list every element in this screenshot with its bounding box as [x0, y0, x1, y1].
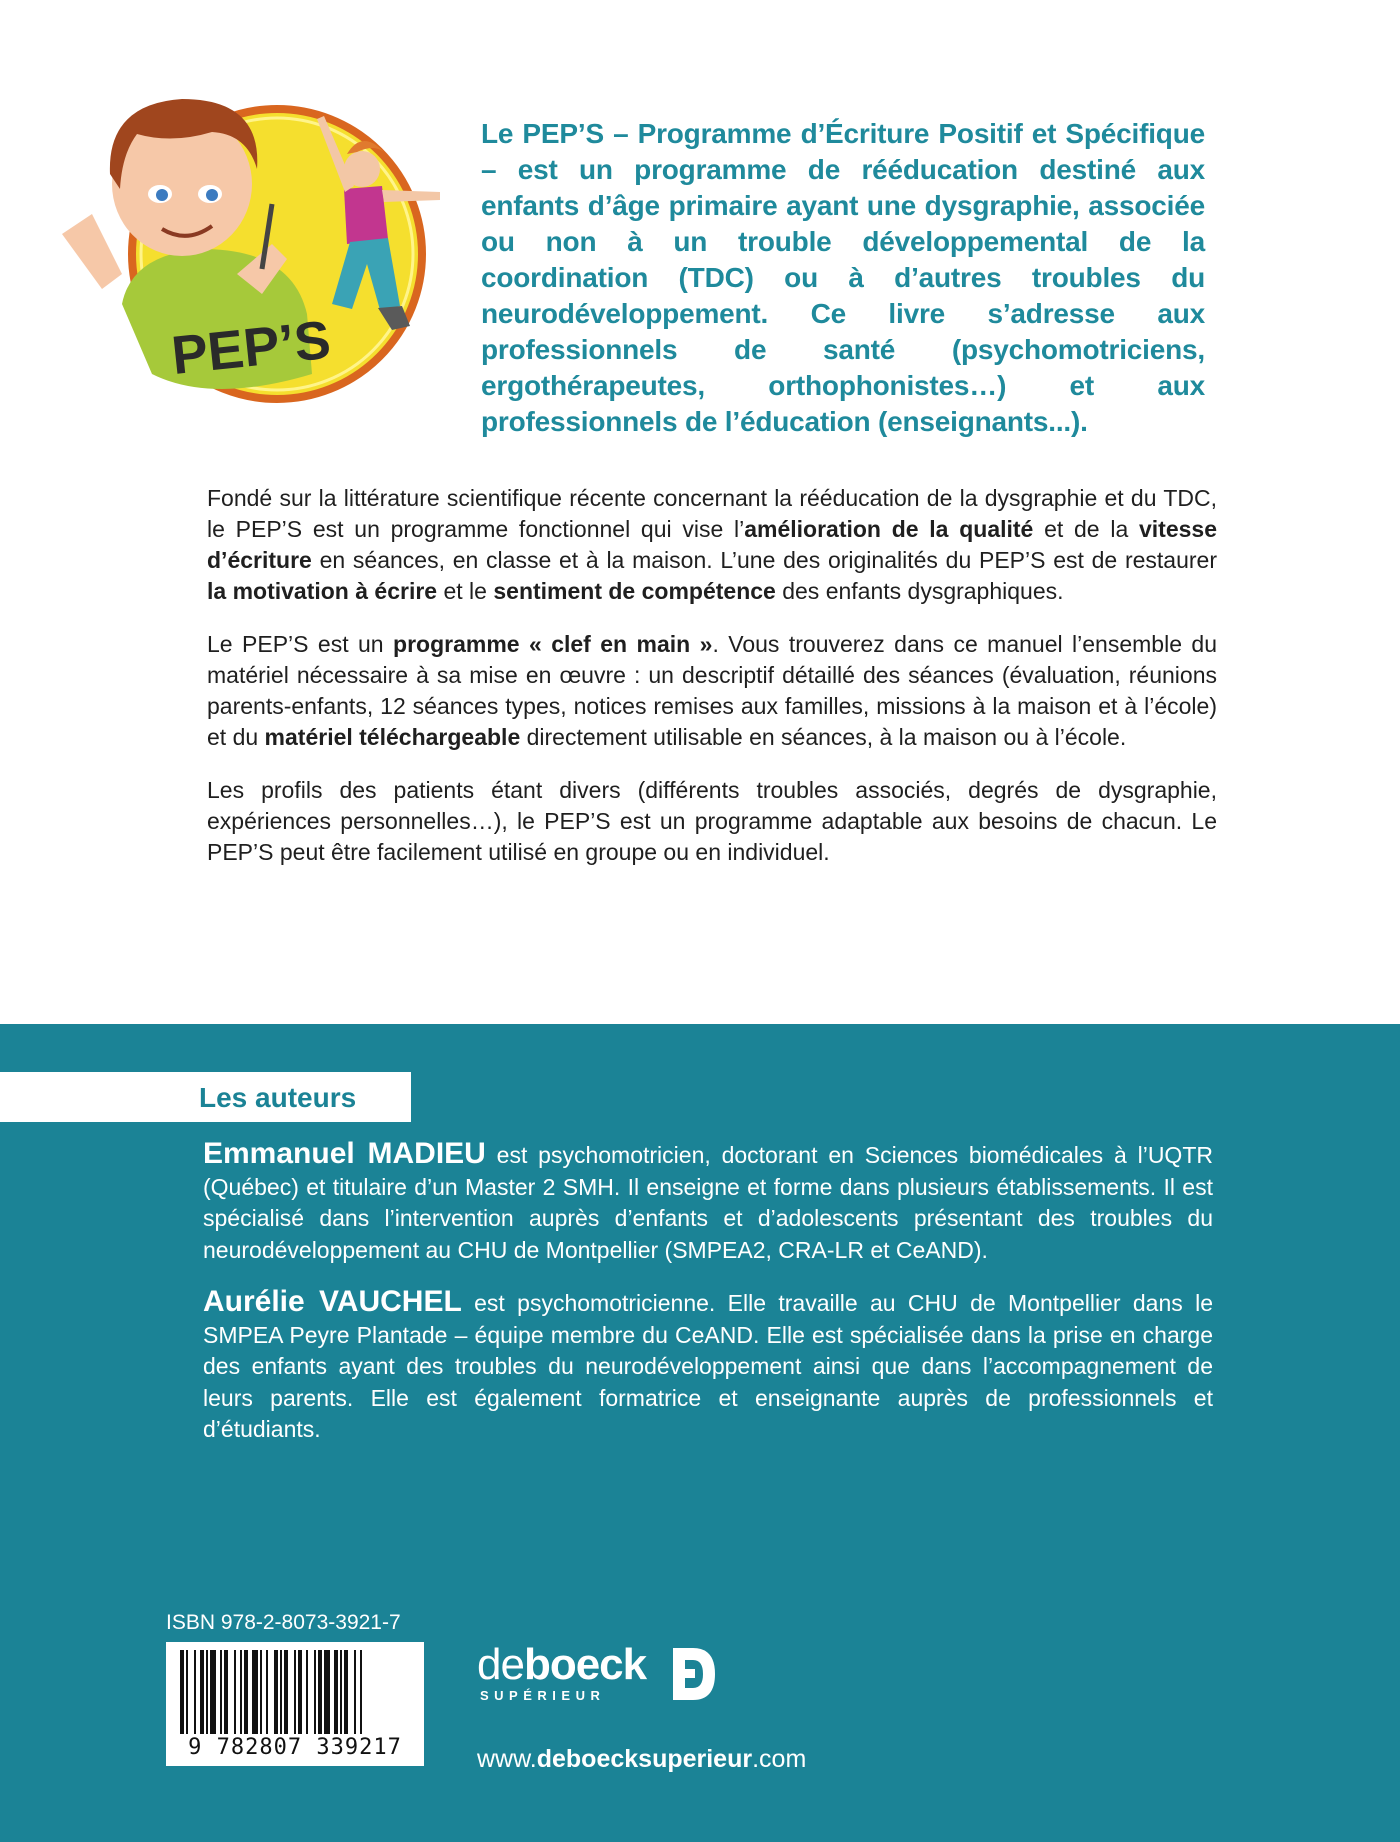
- author-bio-1: [203, 1138, 1213, 1266]
- logo-text: PEP’S: [168, 309, 334, 387]
- text-run: et de la: [1033, 516, 1139, 542]
- barcode-bar: [340, 1650, 342, 1734]
- text-run: Fondé sur la littérature scientifique récente concernant la rééducation de la dysgraphie et du TDC, le PEP’S est un programme fonctionnel qui vise l’: [207, 485, 1217, 542]
- url-prefix: www.: [477, 1745, 537, 1773]
- bold-run: matériel téléchargeable: [264, 724, 521, 750]
- author-bio-text: est psychomotricien, doctorant en Sciences biomédicales à l’UQTR (Québec) et titulaire d’un Master 2 SMH. Il enseigne et forme dans plusieurs établissements. Il est spécialisé dans l’intervention auprès d’enfants et d’adolescents présentant des troubles du neurodéveloppement au CHU de Montpellier (SMPEA2, CRA-LR et CeAND).: [203, 1142, 1213, 1263]
- url-suffix: .com: [752, 1745, 807, 1773]
- peps-illustration: [62, 74, 442, 414]
- bold-run: vitesse d’écriture: [207, 516, 1217, 573]
- barcode-bar: [234, 1650, 236, 1734]
- barcode-bar: [360, 1650, 362, 1734]
- barcode-bar: [252, 1650, 258, 1734]
- description-paragraph-1: [207, 483, 1217, 607]
- barcode-bar: [284, 1650, 288, 1734]
- authors-section: [203, 1138, 1213, 1466]
- publisher-wordmark: [477, 1642, 646, 1688]
- publisher-d-mark-icon: [673, 1648, 715, 1700]
- author-name: Aurélie VAUCHEL: [203, 1285, 462, 1318]
- description-paragraph-2: [207, 629, 1217, 753]
- barcode-bar: [294, 1650, 296, 1734]
- barcode-bar: [298, 1650, 302, 1734]
- author-name: Emmanuel MADIEU: [203, 1137, 486, 1170]
- barcode-bar: [314, 1650, 316, 1734]
- barcode-bar: [344, 1650, 348, 1734]
- barcode-bar: [224, 1650, 228, 1734]
- barcode-bar: [180, 1650, 184, 1734]
- authors-heading: Les auteurs: [199, 1082, 357, 1113]
- text-run: en séances, en classe et à la maison. L’une des originalités du PEP’S est de restaurer: [311, 547, 1217, 573]
- barcode-bar: [210, 1650, 216, 1734]
- barcode-bar: [194, 1650, 196, 1734]
- publisher-name-bold: boeck: [523, 1640, 647, 1689]
- publisher-name-light: de: [477, 1640, 524, 1689]
- publisher-subtitle: SUPÉRIEUR: [480, 1688, 606, 1703]
- text-run: des enfants dysgraphiques.: [775, 578, 1064, 604]
- bold-run: sentiment de compétence: [493, 578, 776, 604]
- url-domain: deboecksuperieur: [536, 1745, 753, 1773]
- isbn-label: ISBN 978-2-8073-3921-7: [166, 1611, 401, 1634]
- barcode: [166, 1642, 424, 1766]
- barcode-bar: [334, 1650, 338, 1734]
- barcode-bar: [240, 1650, 242, 1734]
- barcode-bar: [324, 1650, 330, 1734]
- publisher-logo: [477, 1642, 757, 1706]
- barcode-bar: [220, 1650, 222, 1734]
- bold-run: la motivation à écrire: [207, 578, 438, 604]
- barcode-bar: [200, 1650, 204, 1734]
- barcode-bar: [306, 1650, 308, 1734]
- bold-run: programme « clef en main »: [393, 631, 713, 657]
- text-run: et le: [437, 578, 494, 604]
- author-bio-text: est psychomotricienne. Elle travaille au CHU de Montpellier dans le SMPEA Peyre Plantade – équipe membre du CeAND. Elle est spécialisée dans la prise en charge des enfants ayant des troubles du neurodéveloppement ainsi que dans l’accompagnement de leurs parents. Elle est également formatrice et enseignante auprès de professionnels et d’étudiants.: [203, 1290, 1213, 1442]
- bold-run: amélioration de la qualité: [744, 516, 1034, 542]
- text-run: . Vous trouverez dans ce manuel l’ensemble du matériel nécessaire à sa mise en œuvre : un descriptif détaillé des séances (évaluation, réunions parents-enfants, 12 séances types, notices remises aux familles, missions à la maison et à l’école) et du: [207, 631, 1217, 750]
- barcode-bar: [280, 1650, 282, 1734]
- barcode-bar: [274, 1650, 278, 1734]
- intro-paragraph: Le PEP’S – Programme d’Écriture Positif et Spécifique – est un programme de rééducation destiné aux enfants d’âge primaire ayant une dysgraphie, associée ou non à un trouble développemental de la coordination (TDC) ou à d’autres troubles du neurodéveloppement. Ce livre s’adresse aux professionnels de santé (psychomotriciens, ergothérapeutes, orthophonistes…) et aux professionnels de l’éducation (enseignants...).: [481, 118, 1205, 437]
- text-run: directement utilisable en séances, à la maison ou à l’école.: [520, 724, 1127, 750]
- author-bio-2: [203, 1286, 1213, 1446]
- barcode-bar: [266, 1650, 268, 1734]
- text-run: Le PEP’S est un: [207, 631, 394, 657]
- barcode-bar: [206, 1650, 208, 1734]
- description-body: [207, 483, 1217, 890]
- barcode-bar: [260, 1650, 262, 1734]
- barcode-digits: 9 782807 339217: [188, 1735, 402, 1760]
- website-url[interactable]: [477, 1744, 806, 1774]
- barcode-bar: [354, 1650, 356, 1734]
- barcode-bar: [318, 1650, 322, 1734]
- description-paragraph-3: Les profils des patients étant divers (différents troubles associés, degrés de dysgraphie, expériences personnelles…), le PEP’S est un programme adaptable aux besoins de chacun. Le PEP’S peut être facilement utilisé en groupe ou en individuel.: [207, 777, 1217, 865]
- barcode-bar: [186, 1650, 188, 1734]
- barcode-bar: [244, 1650, 248, 1734]
